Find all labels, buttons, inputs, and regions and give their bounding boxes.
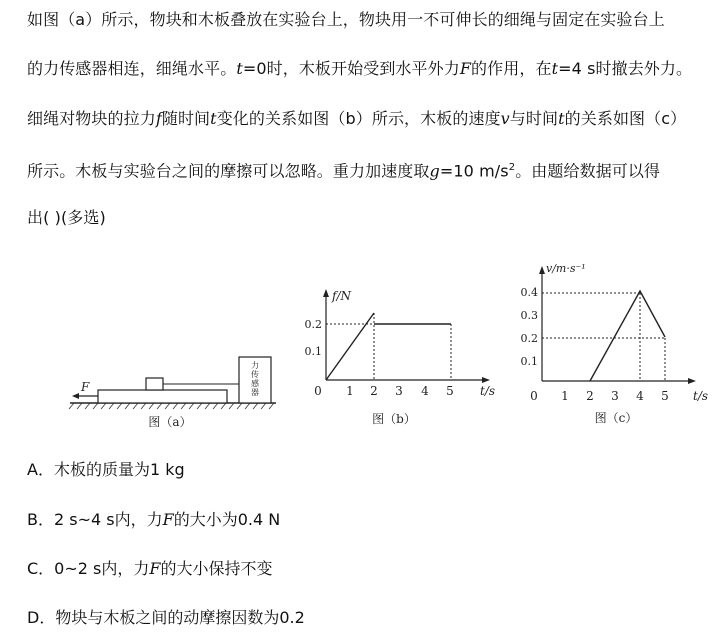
question-line-5: 出( )(多选) <box>27 208 106 227</box>
text-span: 变化的关系如图（b）所示，木板的速度 <box>216 109 501 128</box>
text-span: 。由题给数据可以得 <box>515 161 661 181</box>
var-t: t <box>236 59 243 78</box>
figure-b <box>296 283 500 431</box>
var-F: F <box>162 510 174 529</box>
sensor-label: 传 <box>251 370 259 379</box>
text-span: 与时间 <box>509 109 559 128</box>
sensor-label: 感 <box>251 379 259 388</box>
text-span: 细绳对物块的拉力 <box>27 109 156 128</box>
x-axis-arrow <box>688 378 696 384</box>
figure-a <box>64 352 286 430</box>
text-span: C．0~2 s内，力 <box>27 559 150 578</box>
y-tick-label: 0.3 <box>520 309 538 322</box>
y-axis-arrow <box>539 266 545 274</box>
sensor-label: 力 <box>251 361 259 370</box>
sensor-label: 器 <box>251 388 259 397</box>
x-tick-label: 4 <box>421 384 429 398</box>
text-span: =0时，木板开始受到水平外力 <box>242 59 460 78</box>
x-tick-label: 4 <box>636 389 644 403</box>
y-tick-label: 0.2 <box>520 332 538 345</box>
var-t: t <box>551 59 559 78</box>
f-curve-rise <box>326 313 374 380</box>
v-curve <box>590 291 665 381</box>
x-label: t/s <box>480 384 496 398</box>
text-span: 的力传感器相连，细绳水平。 <box>27 59 237 78</box>
var-t: t <box>210 109 217 128</box>
option-a[interactable]: A．木板的质量为1 kg <box>27 460 185 479</box>
text-span: 的大小为0.4 N <box>173 510 281 529</box>
text-span: 所示。木板与实验台之间的摩擦可以忽略。重力加速度取 <box>27 161 430 181</box>
text-span: B．2 s~4 s内，力 <box>27 510 163 529</box>
x-tick-label: 1 <box>346 384 354 398</box>
text-span: =4 s时撤去外力。 <box>558 59 693 78</box>
question-line-2 <box>27 59 692 79</box>
y-tick-label: 0.2 <box>304 318 322 331</box>
text-span: 的作用，在 <box>471 59 552 78</box>
var-t: t <box>558 109 565 128</box>
var-f: f <box>155 109 162 128</box>
origin-label: 0 <box>314 384 322 398</box>
option-d[interactable]: D．物块与木板之间的动摩擦因数为0.2 <box>27 608 305 627</box>
caption-a: 图（a） <box>148 415 192 429</box>
question-line-4 <box>27 158 660 181</box>
text-span: 的大小保持不变 <box>160 559 273 578</box>
y-tick-label: 0.1 <box>520 355 538 368</box>
option-c[interactable] <box>27 559 273 579</box>
x-label: t/s <box>693 389 709 403</box>
caption-b: 图（b） <box>372 412 416 426</box>
x-tick-label: 5 <box>446 384 454 398</box>
var-F: F <box>149 559 161 578</box>
question-line-1: 如图（a）所示，物块和木板叠放在实验台上，物块用一不可伸长的细绳与固定在实验台上 <box>27 10 665 29</box>
y-tick-label: 0.1 <box>304 345 322 358</box>
caption-c: 图（c） <box>594 411 638 425</box>
text-span: =10 m/s <box>439 161 509 181</box>
table-hatching <box>69 403 274 409</box>
text-span: 的关系如图（c） <box>564 109 687 128</box>
x-axis-arrow <box>482 377 490 383</box>
var-F: F <box>459 59 472 78</box>
y-tick-label: 0.4 <box>520 286 538 299</box>
x-tick-label: 2 <box>586 389 594 403</box>
x-tick-label: 5 <box>661 389 669 403</box>
force-arrowhead <box>72 393 79 399</box>
x-tick-label: 2 <box>370 384 378 398</box>
origin-label: 0 <box>530 389 538 403</box>
superscript: 2 <box>508 162 516 173</box>
var-v: v <box>500 109 510 128</box>
figure-c <box>516 257 716 429</box>
force-label: F <box>81 380 90 394</box>
x-tick-label: 1 <box>561 389 569 403</box>
block <box>146 378 163 390</box>
var-g: g <box>429 161 440 181</box>
y-label: f/N <box>332 289 351 303</box>
option-b[interactable] <box>27 510 280 530</box>
question-line-3 <box>27 109 686 129</box>
y-label: v/m·s⁻¹ <box>546 262 586 275</box>
y-axis-arrow <box>323 289 329 297</box>
board <box>98 390 227 403</box>
x-tick-label: 3 <box>395 384 403 398</box>
text-span: 随时间 <box>161 109 211 128</box>
x-tick-label: 3 <box>611 389 619 403</box>
